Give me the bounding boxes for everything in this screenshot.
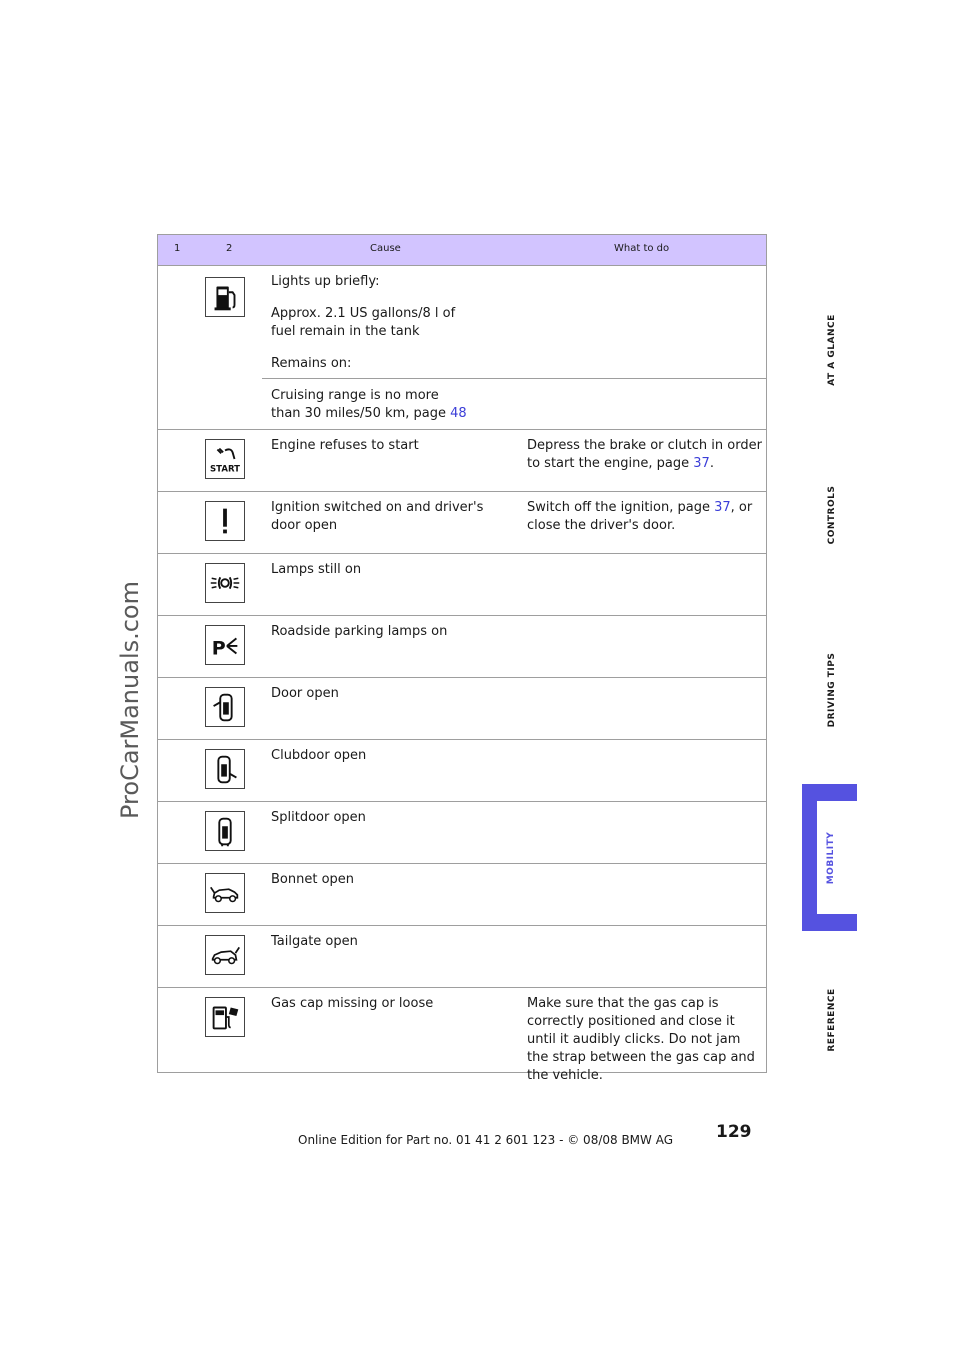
svg-text:START: START [210, 464, 240, 475]
fuel-brief-text: Approx. 2.1 US gallons/8 l of fuel remain in the tank [271, 306, 456, 339]
side-tab-at-a-glance[interactable]: AT A GLANCE [827, 314, 837, 386]
fuel-on-cause [271, 355, 506, 437]
side-tab-mobility[interactable]: MOBILITY [826, 831, 836, 884]
parking-lamp-icon [205, 625, 245, 665]
fuel-pump-icon [205, 277, 245, 317]
header-col2: 2 [226, 243, 233, 254]
table-row [158, 740, 766, 802]
fuel-on-text: Cruising range is no more than 30 miles/50 km, page [271, 388, 446, 421]
page-link-37[interactable]: 37 [714, 500, 731, 515]
table-row [158, 430, 766, 492]
table-row [158, 926, 766, 988]
start-key-icon [205, 439, 245, 479]
door-open-icon [205, 687, 245, 727]
side-tab-driving-tips[interactable]: DRIVING TIPS [827, 652, 837, 728]
header-cause: Cause [370, 243, 401, 254]
splitdoor-open-icon [205, 811, 245, 851]
row-cause: Tailgate open [271, 934, 358, 949]
table-row [158, 616, 766, 678]
side-tab-reference[interactable]: REFERENCE [827, 988, 837, 1052]
row-cause: Engine refuses to start [271, 438, 419, 453]
row-cause: Clubdoor open [271, 748, 367, 763]
row-cause: Roadside parking lamps on [271, 624, 448, 639]
row-cause: Door open [271, 686, 339, 701]
fuel-on-title: Remains on: [271, 356, 352, 371]
footer-text: Online Edition for Part no. 01 41 2 601 123 - © 08/08 BMW AG [298, 1133, 674, 1147]
row-cause: Bonnet open [271, 872, 355, 887]
header-what-to-do: What to do [614, 243, 670, 254]
table-header [158, 235, 766, 266]
row-cause: Gas cap missing or loose [271, 996, 434, 1011]
row-cause: Lamps still on [271, 562, 362, 577]
table-row [158, 554, 766, 616]
table-row [158, 492, 766, 554]
fuel-brief-title: Lights up briefly: [271, 274, 380, 289]
row-todo: Make sure that the gas cap is correctly positioned and close it until it audibly clicks. Do not jam the strap between the gas cap and the vehicle. [527, 996, 755, 1083]
row-cause: Splitdoor open [271, 810, 366, 825]
table-row [158, 864, 766, 926]
row-todo: Switch off the ignition, page 37, or close the driver's door. [527, 500, 753, 533]
gas-cap-icon [205, 997, 245, 1037]
side-tab-controls[interactable]: CONTROLS [827, 485, 837, 545]
clubdoor-open-icon [205, 749, 245, 789]
row-todo: Depress the brake or clutch in order to start the engine, page 37. [527, 438, 762, 471]
bonnet-open-icon [205, 873, 245, 913]
svg-text:P: P [211, 637, 226, 660]
row-cause: Ignition switched on and driver's door open [271, 500, 484, 533]
fuel-cause [271, 273, 506, 355]
table-row [158, 802, 766, 864]
page-number: 129 [716, 1122, 752, 1142]
header-col1: 1 [174, 243, 181, 254]
table-row [158, 678, 766, 740]
lamps-icon [205, 563, 245, 603]
page-link-37[interactable]: 37 [693, 456, 710, 471]
tailgate-open-icon [205, 935, 245, 975]
exclamation-icon [205, 501, 245, 541]
watermark: ProCarManuals.com [116, 580, 144, 820]
indicator-table [157, 234, 767, 1083]
page-link-48[interactable]: 48 [450, 406, 467, 421]
table-row [158, 988, 766, 1083]
table-row [158, 266, 766, 430]
